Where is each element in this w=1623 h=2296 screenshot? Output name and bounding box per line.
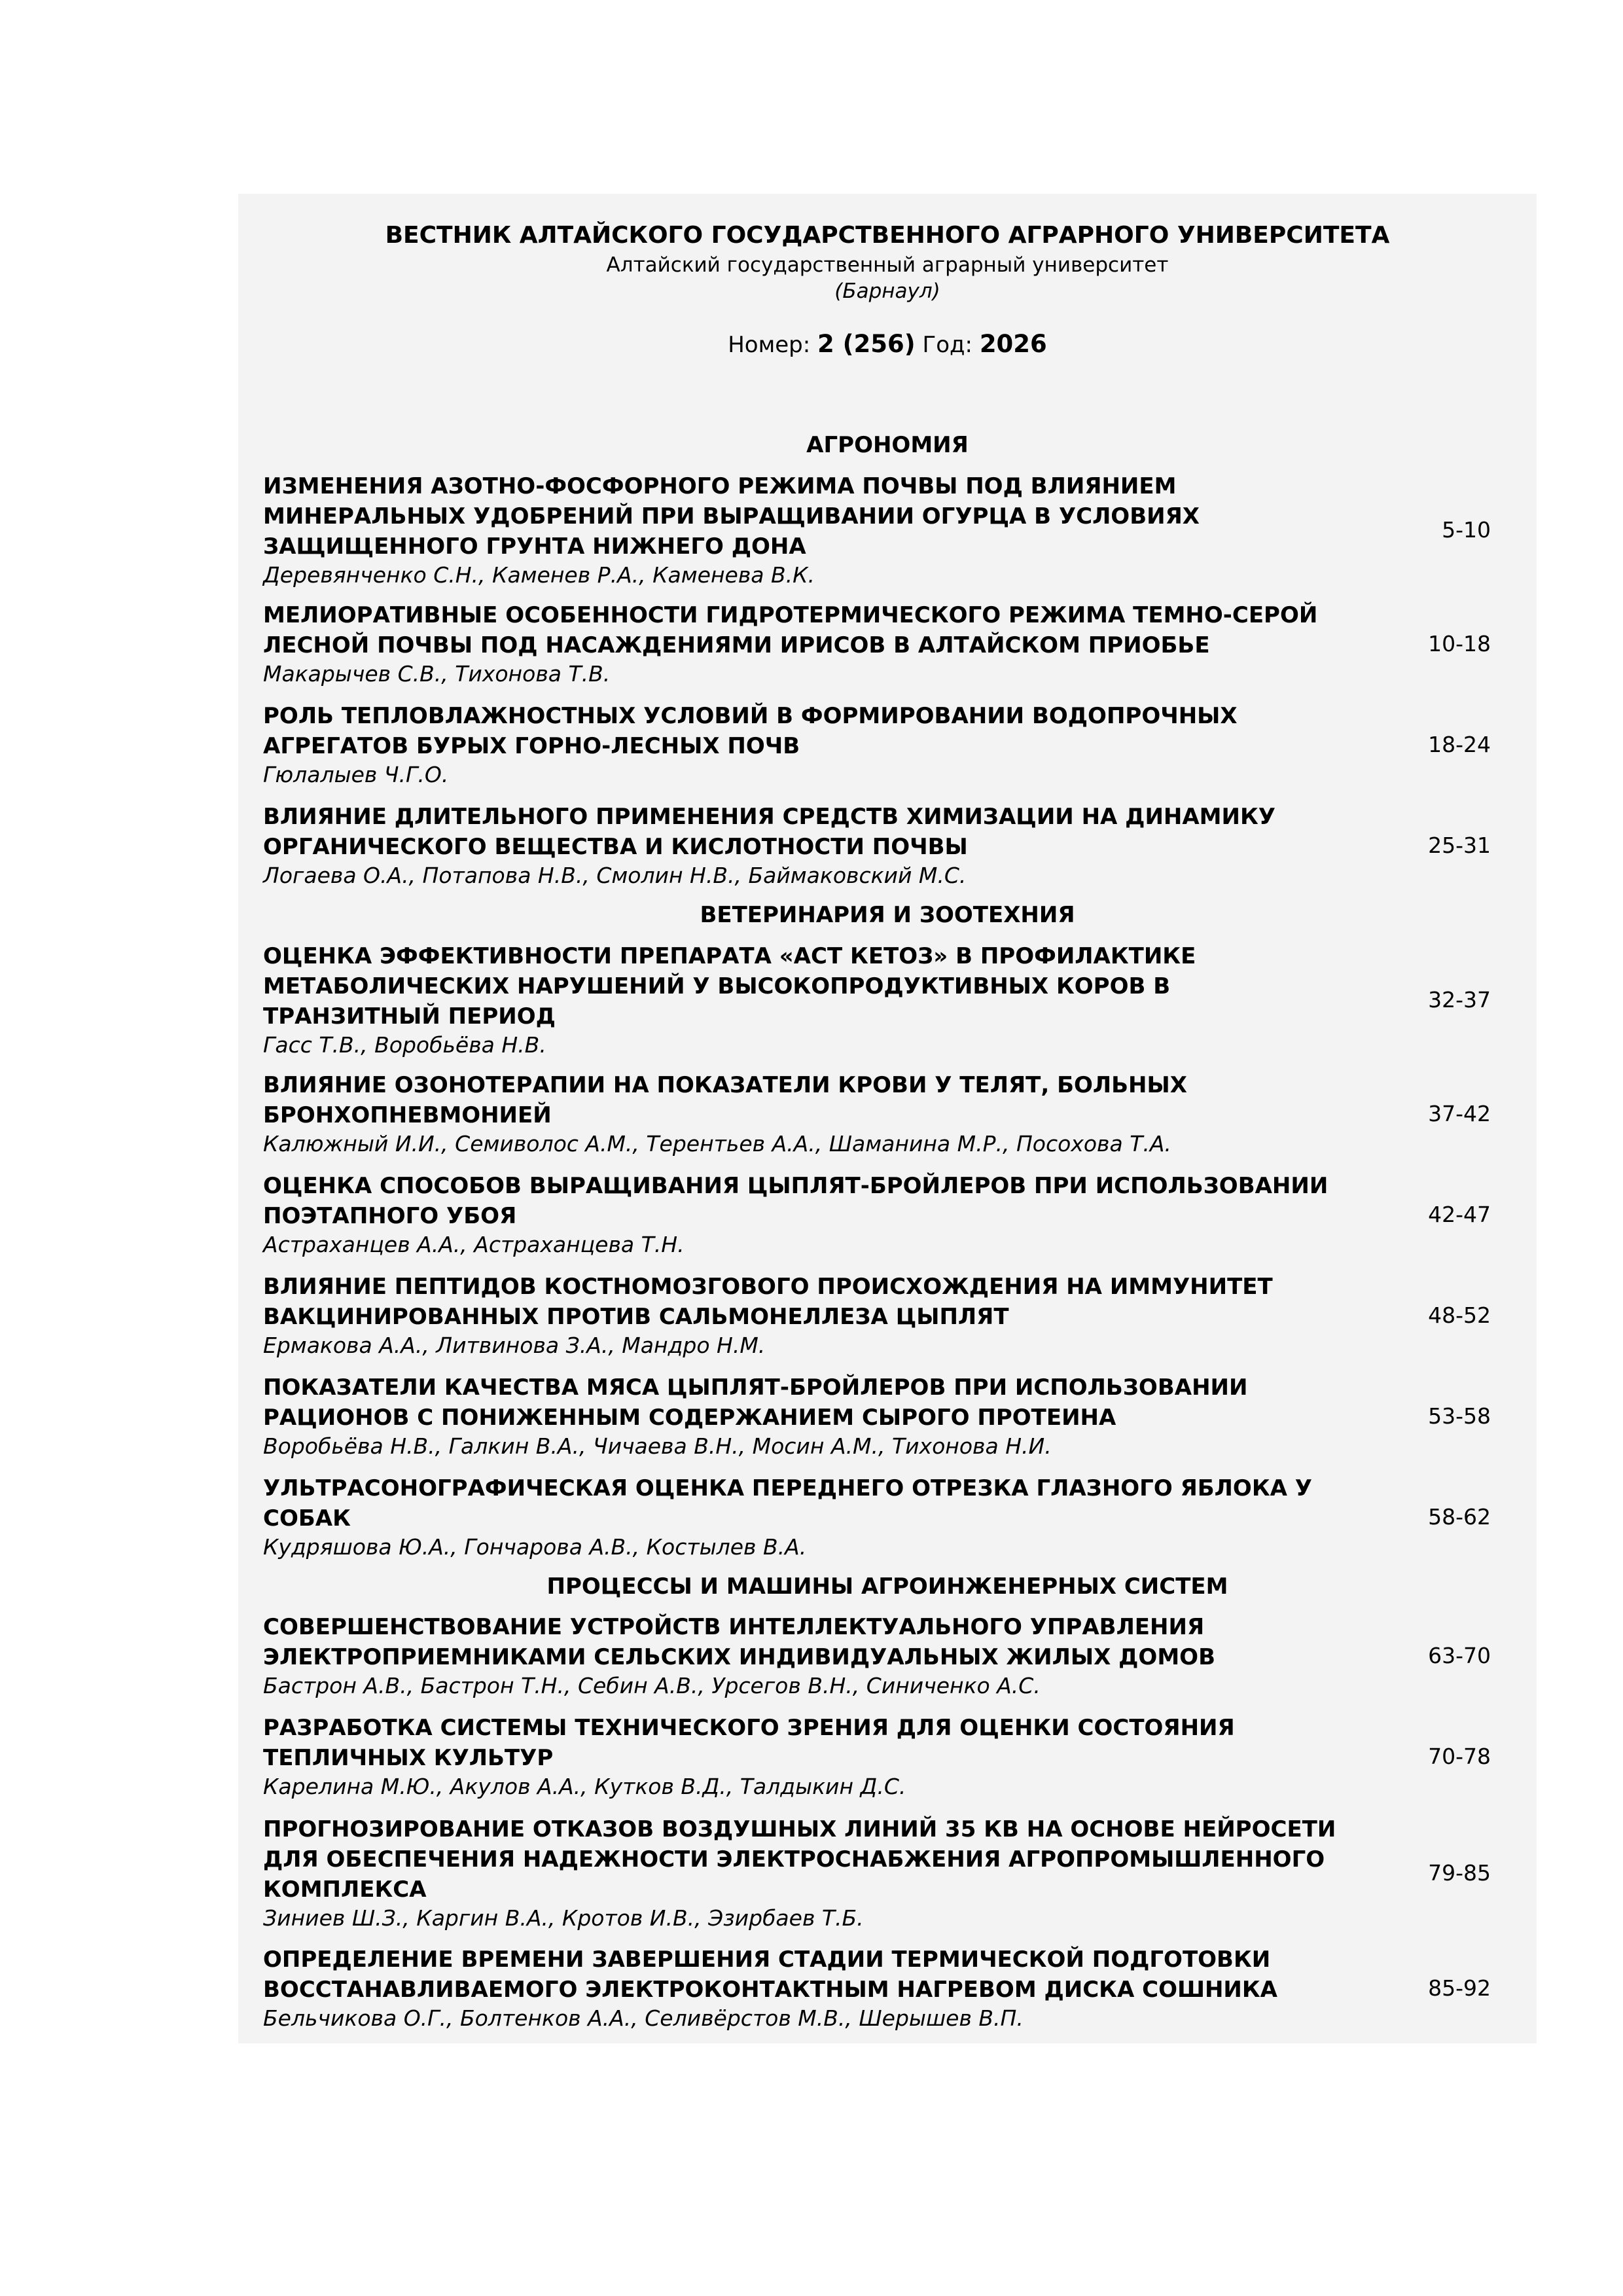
- article-title[interactable]: ВЛИЯНИЕ ОЗОНОТЕРАПИИ НА ПОКАЗАТЕЛИ КРОВИ У ТЕЛЯТ, БОЛЬНЫХ БРОНХОПНЕВМОНИЕЙ: [263, 1072, 1187, 1128]
- article-pages: 70-78: [1428, 1744, 1491, 1769]
- article-authors: Гасс Т.В., Воробьёва Н.В.: [263, 1032, 546, 1058]
- article-entry[interactable]: [263, 1711, 1493, 1803]
- article-entry[interactable]: [263, 1471, 1493, 1563]
- article-authors: Деревянченко С.Н., Каменев Р.А., Каменева В.К.: [263, 562, 815, 588]
- article-entry[interactable]: [263, 598, 1493, 690]
- publisher-city: (Барнаул): [834, 279, 940, 303]
- article-pages: 5-10: [1442, 517, 1491, 543]
- section-heading: ВЕТЕРИНАРИЯ И ЗООТЕХНИЯ: [700, 902, 1075, 928]
- article-authors: Логаева О.А., Потапова Н.В., Смолин Н.В., Баймаковский М.С.: [263, 863, 967, 888]
- article-title[interactable]: РОЛЬ ТЕПЛОВЛАЖНОСТНЫХ УСЛОВИЙ В ФОРМИРОВАНИИ ВОДОПРОЧНЫХ АГРЕГАТОВ БУРЫХ ГОРНО-ЛЕСНЫХ ПОЧВ: [263, 703, 1238, 759]
- article-pages: 63-70: [1428, 1643, 1491, 1668]
- article-title[interactable]: СОВЕРШЕНСТВОВАНИЕ УСТРОЙСТВ ИНТЕЛЛЕКТУАЛЬНОГО УПРАВЛЕНИЯ ЭЛЕКТРОПРИЕМНИКАМИ СЕЛЬСКИХ ИНДИВИДУАЛЬНЫХ ЖИЛЫХ ДОМОВ: [263, 1614, 1215, 1670]
- article-title[interactable]: УЛЬТРАСОНОГРАФИЧЕСКАЯ ОЦЕНКА ПЕРЕДНЕГО ОТРЕЗКА ГЛАЗНОГО ЯБЛОКА У СОБАК: [263, 1475, 1312, 1532]
- table-of-contents-panel: [238, 194, 1537, 2043]
- article-authors: Бастрон А.В., Бастрон Т.Н., Себин А.В., Урсегов В.Н., Синиченко А.С.: [263, 1673, 1041, 1698]
- article-authors: Ермакова А.А., Литвинова З.А., Мандро Н.М.: [263, 1333, 766, 1358]
- article-entry[interactable]: [263, 1169, 1493, 1261]
- article-pages: 85-92: [1428, 1975, 1491, 2001]
- article-title[interactable]: ОЦЕНКА СПОСОБОВ ВЫРАЩИВАНИЯ ЦЫПЛЯТ-БРОЙЛЕРОВ ПРИ ИСПОЛЬЗОВАНИИ ПОЭТАПНОГО УБОЯ: [263, 1173, 1329, 1229]
- article-pages: 18-24: [1428, 732, 1491, 757]
- article-pages: 48-52: [1428, 1302, 1491, 1328]
- article-pages: 10-18: [1428, 631, 1491, 656]
- article-entry[interactable]: [263, 1812, 1493, 1935]
- article-pages: 37-42: [1428, 1101, 1491, 1126]
- article-title[interactable]: МЕЛИОРАТИВНЫЕ ОСОБЕННОСТИ ГИДРОТЕРМИЧЕСКОГО РЕЖИМА ТЕМНО-СЕРОЙ ЛЕСНОЙ ПОЧВЫ ПОД НАСАЖДЕНИЯМИ ИРИСОВ В АЛТАЙСКОМ ПРИОБЬЕ: [263, 602, 1318, 658]
- article-authors: Карелина М.Ю., Акулов А.А., Кутков В.Д., Талдыкин Д.С.: [263, 1774, 906, 1799]
- issue-label: Номер:: [728, 332, 811, 358]
- article-authors: Кудряшова Ю.А., Гончарова А.В., Костылев В.А.: [263, 1534, 807, 1560]
- article-authors: Воробьёва Н.В., Галкин В.А., Чичаева В.Н., Мосин А.М., Тихонова Н.И.: [263, 1433, 1052, 1459]
- article-authors: Зиниев Ш.З., Каргин В.А., Кротов И.В., Эзирбаев Т.Б.: [263, 1905, 864, 1931]
- article-title[interactable]: ИЗМЕНЕНИЯ АЗОТНО-ФОСФОРНОГО РЕЖИМА ПОЧВЫ ПОД ВЛИЯНИЕМ МИНЕРАЛЬНЫХ УДОБРЕНИЙ ПРИ ВЫРАЩИВАНИИ ОГУРЦА В УСЛОВИЯХ ЗАЩИЩЕННОГО ГРУНТА НИЖНЕГО ДОНА: [263, 473, 1200, 560]
- article-pages: 32-37: [1428, 987, 1491, 1013]
- section-heading: ПРОЦЕССЫ И МАШИНЫ АГРОИНЖЕНЕРНЫХ СИСТЕМ: [546, 1573, 1228, 1600]
- article-authors: Макарычев С.В., Тихонова Т.В.: [263, 661, 611, 687]
- article-entry[interactable]: [263, 699, 1493, 791]
- issue-year: 2026: [979, 330, 1047, 358]
- article-entry[interactable]: [263, 1270, 1493, 1361]
- journal-title: ВЕСТНИК АЛТАЙСКОГО ГОСУДАРСТВЕННОГО АГРАРНОГО УНИВЕРСИТЕТА: [385, 222, 1390, 249]
- article-title[interactable]: ОПРЕДЕЛЕНИЕ ВРЕМЕНИ ЗАВЕРШЕНИЯ СТАДИИ ТЕРМИЧЕСКОЙ ПОДГОТОВКИ ВОССТАНАВЛИВАЕМОГО ЭЛЕКТРОКОНТАКТНЫМ НАГРЕВОМ ДИСКА СОШНИКА: [263, 1946, 1277, 2003]
- article-title[interactable]: ВЛИЯНИЕ ПЕПТИДОВ КОСТНОМОЗГОВОГО ПРОИСХОЖДЕНИЯ НА ИММУНИТЕТ ВАКЦИНИРОВАННЫХ ПРОТИВ САЛЬМОНЕЛЛЕЗА ЦЫПЛЯТ: [263, 1274, 1273, 1330]
- article-entry[interactable]: [263, 1068, 1493, 1160]
- section-heading: АГРОНОМИЯ: [806, 432, 969, 458]
- year-label: Год:: [922, 332, 972, 358]
- publisher-name: Алтайский государственный аграрный университет: [606, 253, 1169, 277]
- article-entry[interactable]: [263, 1610, 1493, 1702]
- article-authors: Астраханцев А.А., Астраханцева Т.Н.: [263, 1232, 685, 1257]
- article-pages: 58-62: [1428, 1504, 1491, 1530]
- article-title[interactable]: ОЦЕНКА ЭФФЕКТИВНОСТИ ПРЕПАРАТА «АСТ КЕТОЗ» В ПРОФИЛАКТИКЕ МЕТАБОЛИЧЕСКИХ НАРУШЕНИЙ У ВЫСОКОПРОДУКТИВНЫХ КОРОВ В ТРАНЗИТНЫЙ ПЕРИОД: [263, 943, 1196, 1030]
- article-authors: Калюжный И.И., Семиволос А.М., Терентьев А.А., Шаманина М.Р., Посохова Т.А.: [263, 1131, 1171, 1157]
- article-entry[interactable]: [263, 939, 1493, 1062]
- article-title[interactable]: ПОКАЗАТЕЛИ КАЧЕСТВА МЯСА ЦЫПЛЯТ-БРОЙЛЕРОВ ПРИ ИСПОЛЬЗОВАНИИ РАЦИОНОВ С ПОНИЖЕННЫМ СОДЕРЖАНИЕМ СЫРОГО ПРОТЕИНА: [263, 1374, 1248, 1431]
- article-pages: 79-85: [1428, 1860, 1491, 1886]
- article-pages: 42-47: [1428, 1202, 1491, 1227]
- article-pages: 25-31: [1428, 833, 1491, 858]
- article-entry[interactable]: [263, 1371, 1493, 1462]
- issue-line: [238, 330, 1537, 359]
- article-entry[interactable]: [263, 1943, 1493, 2034]
- article-pages: 53-58: [1428, 1403, 1491, 1429]
- article-authors: Гюлалыев Ч.Г.О.: [263, 762, 449, 787]
- article-authors: Бельчикова О.Г., Болтенков А.А., Селивёрстов М.В., Шерышев В.П.: [263, 2005, 1024, 2031]
- article-entry[interactable]: [263, 469, 1493, 592]
- article-title[interactable]: ВЛИЯНИЕ ДЛИТЕЛЬНОГО ПРИМЕНЕНИЯ СРЕДСТВ ХИМИЗАЦИИ НА ДИНАМИКУ ОРГАНИЧЕСКОГО ВЕЩЕСТВА И КИСЛОТНОСТИ ПОЧВЫ: [263, 804, 1275, 860]
- article-entry[interactable]: [263, 800, 1493, 891]
- article-title[interactable]: ПРОГНОЗИРОВАНИЕ ОТКАЗОВ ВОЗДУШНЫХ ЛИНИЙ 35 КВ НА ОСНОВЕ НЕЙРОСЕТИ ДЛЯ ОБЕСПЕЧЕНИЯ НАДЕЖНОСТИ ЭЛЕКТРОСНАБЖЕНИЯ АГРОПРОМЫШЛЕННОГО КОМПЛЕКСА: [263, 1816, 1336, 1903]
- article-title[interactable]: РАЗРАБОТКА СИСТЕМЫ ТЕХНИЧЕСКОГО ЗРЕНИЯ ДЛЯ ОЦЕНКИ СОСТОЯНИЯ ТЕПЛИЧНЫХ КУЛЬТУР: [263, 1715, 1235, 1771]
- issue-number: 2 (256): [817, 330, 916, 358]
